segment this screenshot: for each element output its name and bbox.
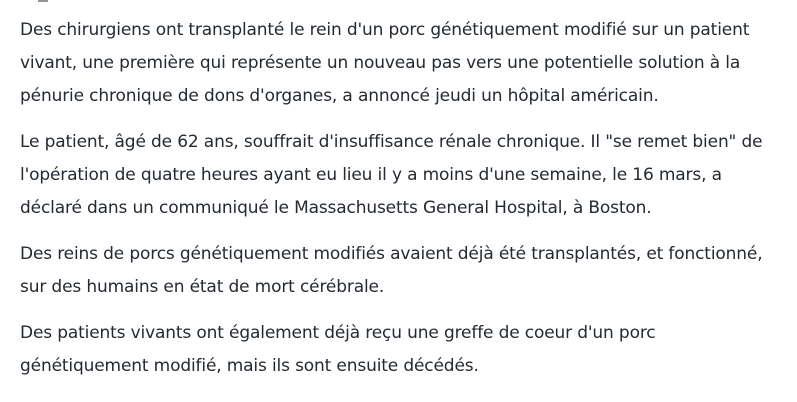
article-paragraph: Des chirurgiens ont transplanté le rein d'un porc génétiquement modifié sur un patient vivant, une première qui représente un nouveau pas vers une potentielle solution à la pénurie chronique de dons d'organes, a annoncé jeudi un hôpital américain. (20, 20, 750, 106)
article-paragraph: Des patients vivants ont également déjà reçu une greffe de coeur d'un porc génétiquement modifié, mais ils sont ensuite décédés. (20, 323, 656, 376)
article-body (20, 14, 780, 396)
article-paragraph: Le patient, âgé de 62 ans, souffrait d'insuffisance rénale chronique. Il "se remet bien" de l'opération de quatre heures ayant eu lieu il y a moins d'une semaine, le 16 mars, a déclaré dans un communiqué le Massachusetts General Hospital, à Boston. (20, 132, 763, 218)
clipped-text-fragment (38, 0, 48, 2)
article-paragraph: Des reins de porcs génétiquement modifiés avaient déjà été transplantés, et fonctionné, sur des humains en état de mort cérébrale. (20, 244, 763, 297)
